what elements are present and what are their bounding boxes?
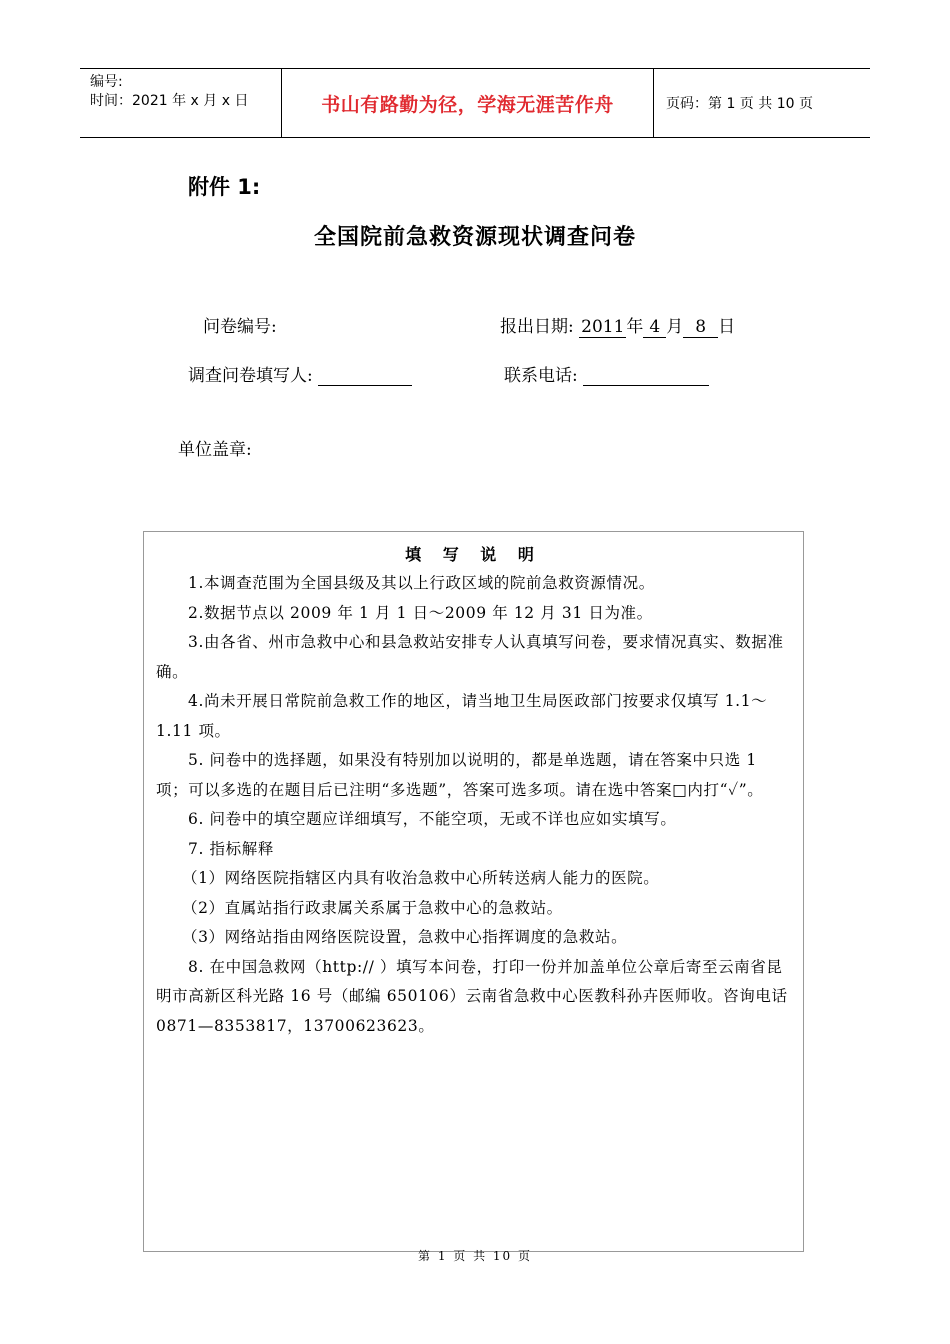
report-year-unit: 年: [626, 317, 644, 337]
questionnaire-number-field: [203, 312, 277, 337]
instruction-item: 4.尚未开展日常院前急救工作的地区，请当地卫生局医政部门按要求仅填写 1.1～1.11 项。: [156, 692, 768, 740]
page-footer: 第 1 页 共 10 页: [418, 1249, 532, 1263]
report-month: 4: [643, 317, 666, 338]
report-day-unit: 日: [718, 317, 736, 337]
seal-label: 单位盖章:: [178, 440, 252, 460]
instruction-item: 5. 问卷中的选择题，如果没有特别加以说明的，都是单选题，请在答案中只选 1 项；可以多选的在题目后已注明“多选题”，答案可选多项。请在选中答案□内打“✓”。: [156, 751, 764, 799]
report-day: 8: [683, 317, 718, 338]
instruction-subitem: （1）网络医院指辖区内具有收治急救中心所转送病人能力的医院。: [182, 869, 660, 887]
instruction-item: 8. 在中国急救网（http:// ）填写本问卷，打印一份并加盖单位公章后寄至云南省昆明市高新区科光路 16 号（邮编 650106）云南省急救中心医教科孙卉医师收。咨询电话 0871—8353817，13700623623。: [156, 957, 788, 1035]
instructions-box: [143, 531, 804, 1252]
instruction-subitem: （2）直属站指行政隶属关系属于急救中心的急救站。: [182, 898, 563, 917]
instructions-heading: 填 写 说 明: [405, 545, 542, 564]
instruction-item: 7. 指标解释: [188, 839, 274, 858]
report-month-unit: 月: [666, 317, 684, 337]
instruction-item: 1.本调查范围为全国县级及其以上行政区域的院前急救资源情况。: [188, 574, 655, 592]
header-table: [80, 68, 870, 138]
filler-field: [188, 361, 412, 386]
attachment-label: 附件 1:: [188, 175, 261, 199]
document-title: 全国院前急救资源现状调查问卷: [313, 225, 636, 250]
filler-input-line[interactable]: [318, 367, 412, 386]
header-meta-cell: [80, 69, 282, 137]
phone-label: 联系电话:: [504, 366, 578, 386]
instruction-item: 6. 问卷中的填空题应详细填写，不能空项，无或不详也应如实填写。: [188, 810, 677, 828]
report-year: 2011: [581, 317, 625, 337]
time-label: 时间：2021 年 x 月 x 日: [90, 93, 249, 109]
instruction-item: 2.数据节点以 2009 年 1 月 1 日～2009 年 12 月 31 日为准。: [188, 603, 653, 622]
header-motto: 书山有路勤为径，学海无涯苦作舟: [282, 69, 654, 137]
header-page-info: 页码：第 1 页 共 10 页: [666, 96, 813, 112]
phone-input-line[interactable]: [583, 367, 709, 386]
instruction-item: 3.由各省、州市急救中心和县急救站安排专人认真填写问卷，要求情况真实、数据准确。: [156, 633, 784, 681]
questionnaire-number-label: 问卷编号:: [203, 317, 277, 337]
seal-field: [178, 435, 252, 460]
number-label: 编号:: [90, 74, 123, 90]
phone-field: [504, 361, 709, 386]
report-date-field: [500, 312, 735, 337]
report-date-label: 报出日期:: [500, 317, 574, 337]
filler-label: 调查问卷填写人:: [188, 366, 313, 386]
instruction-subitem: （3）网络站指由网络医院设置，急救中心指挥调度的急救站。: [182, 928, 628, 946]
